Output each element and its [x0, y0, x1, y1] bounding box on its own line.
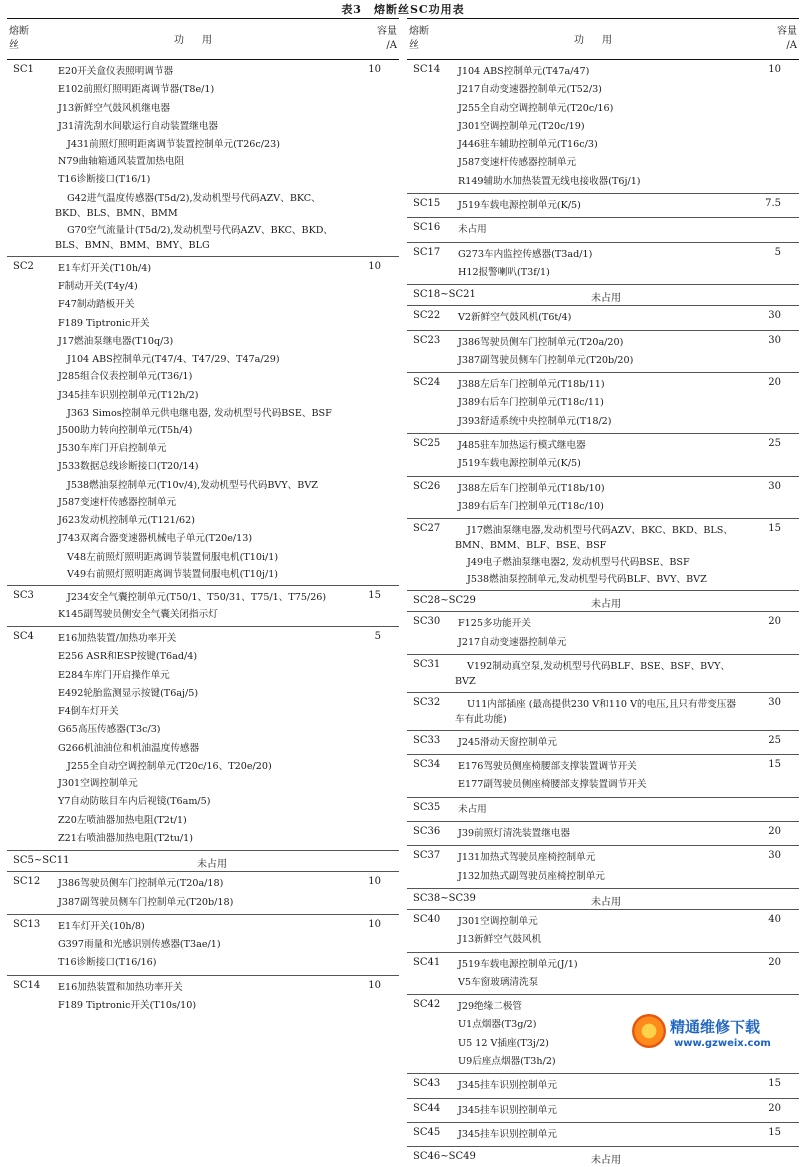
header-capacity: 容量 /A	[777, 26, 797, 51]
function-item: J431前照灯照明距离调节装置控制单元(T26c/23)	[67, 139, 280, 151]
fuse-group	[407, 285, 799, 306]
unused-label: 未占用	[591, 896, 621, 908]
function-item: J17燃油泵继电器(T10q/3)	[58, 335, 174, 347]
unused-label: 未占用	[591, 1155, 621, 1167]
function-item: U1点烟器(T3g/2)	[458, 1019, 537, 1031]
function-list	[458, 849, 737, 886]
header-capacity: 容量 /A	[377, 26, 397, 51]
fuse-capacity: 20	[768, 956, 781, 968]
function-item: 未占用	[458, 803, 487, 815]
fuse-id: SC42	[413, 999, 441, 1011]
fuse-group	[407, 434, 799, 477]
fuse-group	[407, 731, 799, 755]
watermark-text: 精通维修下载	[670, 1018, 761, 1036]
fuse-group	[407, 910, 799, 953]
fuse-capacity: 10	[368, 260, 381, 272]
function-item: J743双离合器变速器机械电子单元(T20e/13)	[58, 533, 253, 545]
fuse-capacity: 20	[768, 616, 781, 628]
fuse-group	[407, 243, 799, 286]
function-item: E20开关盒仪表照明调节器	[58, 66, 174, 77]
function-list	[458, 615, 737, 652]
function-item: E16加热装置和加热功率开关	[58, 981, 183, 993]
watermark	[632, 1010, 802, 1054]
function-item: J386驾驶员侧车门控制单元(T20a/20)	[458, 336, 624, 348]
watermark-url: www.gzweix.com	[674, 1038, 771, 1049]
fuse-group	[407, 612, 799, 655]
fuse-group	[407, 822, 799, 846]
fuse-group	[407, 655, 799, 693]
function-item: J587变速杆传感器控制单元	[58, 496, 177, 508]
fuse-id: SC15	[413, 198, 441, 210]
fuse-capacity: 10	[368, 64, 381, 75]
header-fuse: 熔断 丝	[9, 26, 29, 51]
unused-label: 未占用	[591, 293, 621, 305]
fuse-group	[407, 889, 799, 910]
fuse-group	[407, 1099, 799, 1123]
function-item: J234安全气囊控制单元(T50/1、T50/31、T75/1、T75/26)	[67, 591, 327, 603]
function-list	[458, 1077, 737, 1095]
function-item: G70空气流量计(T5d/2),发动机型号代码AZV、BKC、BKD、BLS、BMN、BMM、BMY、BLG	[55, 224, 334, 251]
fuse-id: SC45	[413, 1126, 441, 1138]
fuse-id: SC24	[413, 377, 441, 389]
function-list	[55, 63, 337, 254]
function-item: J533数据总线诊断接口(T20/14)	[58, 461, 199, 473]
table-header	[7, 19, 399, 60]
fuse-id: SC26	[413, 480, 441, 492]
header-function: 功用	[574, 35, 630, 46]
fuse-capacity: 15	[768, 1078, 781, 1090]
function-item: J132加热式副驾驶员座椅控制单元	[458, 870, 605, 882]
function-item: J13新鲜空气鼓风机继电器	[58, 102, 170, 114]
table-title: 表3 熔断丝SC功用表	[341, 3, 465, 16]
function-item: J104 ABS控制单元(T47/4、T47/29、T47a/29)	[67, 354, 280, 366]
fuse-id: SC37	[413, 850, 441, 862]
fuse-capacity: 30	[768, 480, 781, 492]
fuse-id: SC14	[413, 64, 441, 75]
function-item: F47制动踏板开关	[58, 299, 135, 311]
fuse-id: SC13	[13, 918, 41, 930]
fuse-group	[7, 976, 399, 1018]
fuse-capacity: 30	[768, 696, 781, 708]
fuse-capacity: 5	[374, 630, 381, 642]
fuse-id: SC22	[413, 310, 441, 322]
function-list	[458, 437, 737, 474]
function-item: G273车内监控传感器(T3ad/1)	[458, 248, 593, 260]
function-item: J255全自动空调控制单元(T20c/16、T20e/20)	[67, 761, 272, 773]
fuse-group	[7, 257, 399, 586]
fuse-capacity: 30	[768, 310, 781, 322]
function-item: J386驾驶员侧车门控制单元(T20a/18)	[58, 878, 224, 890]
fuse-id: SC33	[413, 734, 441, 746]
function-item: U11内部插座 (最高提供230 V和110 V的电压,且只有带变压器车有此功能)	[455, 698, 736, 725]
function-item: E284车库门开启操作单元	[58, 669, 170, 681]
function-item: J285组合仪表控制单元(T36/1)	[58, 371, 193, 383]
function-item: J31清洗刮水间歇运行自动装置继电器	[58, 120, 218, 132]
function-item: V48左前照灯照明距离调节装置伺服电机(T10i/1)	[67, 551, 279, 563]
function-item: Y7自动防眩目车内后视镜(T6am/5)	[58, 796, 211, 808]
fuse-capacity: 15	[768, 1126, 781, 1138]
fuse-group	[7, 851, 399, 872]
fuse-id: SC4	[13, 630, 34, 642]
fuse-capacity: 10	[368, 876, 381, 888]
fuse-group	[407, 331, 799, 374]
fuse-group	[407, 1074, 799, 1098]
fuse-group	[407, 591, 799, 612]
function-item: E492轮胎监测显示按键(T6aj/5)	[58, 687, 199, 699]
function-item: J538燃油泵控制单元,发动机型号代码BLF、BVY、BVZ	[467, 574, 707, 586]
fuse-capacity: 20	[768, 826, 781, 838]
function-item: G42进气温度传感器(T5d/2),发动机型号代码AZV、BKC、BKD、BLS、BMN、BMM	[55, 192, 321, 219]
fuse-id: SC35	[413, 801, 441, 813]
function-list	[458, 913, 737, 950]
function-item: V5车窗玻璃清洗泵	[458, 976, 539, 988]
function-item: J387副驾驶员侧车门控制单元(T20b/18)	[58, 896, 234, 908]
function-list	[458, 758, 737, 795]
fuse-id: SC2	[13, 260, 34, 272]
function-list	[58, 630, 337, 848]
fuse-id: SC16	[413, 222, 441, 234]
fuse-group	[407, 60, 799, 194]
function-item: T16诊断接口(T16/1)	[58, 174, 151, 186]
function-item: J104 ABS控制单元(T47a/47)	[458, 66, 590, 77]
fuse-capacity: 15	[368, 589, 381, 601]
watermark-logo-icon	[632, 1014, 666, 1048]
table-header	[407, 19, 799, 60]
fuse-id: SC46~SC49	[413, 1151, 476, 1163]
fuse-id: SC34	[413, 759, 441, 771]
function-item: J29绝缘二极管	[458, 1001, 523, 1013]
function-item: G266机油油位和机油温度传感器	[58, 742, 200, 754]
function-item: J255全自动空调控制单元(T20c/16)	[458, 102, 614, 114]
function-item: J49电子燃油泵继电器2, 发动机型号代码BSE、BSF	[467, 557, 690, 569]
fuse-group	[407, 755, 799, 798]
fuse-capacity: 7.5	[765, 198, 781, 210]
function-item: 未占用	[458, 224, 487, 236]
function-item: J217自动变速器控制单元(T52/3)	[458, 84, 602, 96]
fuse-group	[407, 846, 799, 889]
function-list	[58, 875, 337, 912]
function-list	[458, 956, 737, 993]
fuse-group	[407, 693, 799, 731]
fuse-capacity: 20	[768, 1102, 781, 1114]
function-list	[458, 1102, 737, 1120]
fuse-id: SC31	[413, 658, 441, 670]
function-list	[458, 309, 737, 327]
function-item: F189 Tiptronic开关(T10s/10)	[58, 999, 197, 1011]
function-list	[458, 221, 737, 239]
function-list	[458, 246, 737, 283]
fuse-id: SC28~SC29	[413, 595, 476, 607]
function-item: G65高压传感器(T3c/3)	[58, 724, 161, 736]
fuse-group	[407, 306, 799, 330]
function-item: J245滑动天窗控制单元	[458, 736, 557, 748]
function-item: J301空调控制单元(T20c/19)	[458, 120, 585, 132]
function-item: J39前照灯清洗装置继电器	[458, 828, 570, 840]
function-list	[58, 260, 337, 583]
left-column	[7, 18, 399, 1017]
function-item: F4倒车灯开关	[58, 706, 119, 718]
function-item: J13新鲜空气鼓风机	[458, 934, 542, 946]
fuse-id: SC17	[413, 246, 441, 258]
function-item: E176驾驶员侧座椅腰部支撑装置调节开关	[458, 761, 637, 773]
function-item: J345挂车识别控制单元(T12h/2)	[58, 389, 199, 401]
fuse-capacity: 30	[768, 850, 781, 862]
fuse-id: SC1	[13, 64, 34, 75]
function-item: J131加热式驾驶员座椅控制单元	[458, 852, 596, 864]
function-item: Z20左喷油器加热电阻(T2t/1)	[58, 814, 187, 826]
function-item: J587变速杆传感器控制单元	[458, 157, 577, 169]
function-list	[58, 979, 337, 1016]
function-item: E1车灯开关(T10h/4)	[58, 262, 152, 274]
fuse-capacity: 40	[768, 913, 781, 925]
function-item: J389右后车门控制单元(T18c/10)	[458, 500, 604, 512]
function-item: J530车库门开启控制单元	[58, 443, 167, 455]
function-item: J519车载电源控制单元(K/5)	[458, 200, 581, 212]
function-list	[458, 801, 737, 819]
fuse-id: SC36	[413, 826, 441, 838]
function-item: J389右后车门控制单元(T18c/11)	[458, 397, 604, 409]
function-item: R149辅助水加热装置无线电接收器(T6j/1)	[458, 175, 641, 187]
function-item: U5 12 V插座(T3j/2)	[458, 1037, 549, 1049]
fuse-id: SC23	[413, 334, 441, 346]
fuse-id: SC30	[413, 616, 441, 628]
fuse-id: SC14	[13, 979, 41, 991]
fuse-group	[7, 872, 399, 915]
fuse-group	[407, 798, 799, 822]
fuse-capacity: 15	[768, 523, 781, 535]
fuse-id: SC3	[13, 589, 34, 601]
function-item: E177副驾驶员侧座椅腰部支撑装置调节开关	[458, 779, 647, 791]
function-item: J519车载电源控制单元(J/1)	[458, 958, 578, 970]
fuse-id: SC38~SC39	[413, 892, 476, 904]
function-item: V49右前照灯照明距离调节装置伺服电机(T10j/1)	[67, 568, 279, 580]
fuse-group	[407, 373, 799, 434]
function-list	[458, 825, 737, 843]
fuse-id: SC43	[413, 1078, 441, 1090]
function-list	[455, 522, 737, 588]
function-list	[458, 480, 737, 517]
fuse-capacity: 20	[768, 377, 781, 389]
function-list	[458, 63, 737, 191]
function-item: Z21右喷油器加热电阻(T2tu/1)	[58, 832, 193, 844]
function-list	[58, 918, 337, 973]
fuse-group	[7, 627, 399, 851]
function-list	[458, 197, 737, 215]
function-item: J363 Simos控制单元供电继电器, 发动机型号代码BSE、BSF	[67, 407, 332, 419]
fuse-capacity: 5	[774, 246, 781, 258]
fuse-id: SC27	[413, 523, 441, 535]
fuse-id: SC44	[413, 1102, 441, 1114]
fuse-id: SC18~SC21	[413, 289, 476, 301]
function-item: E102前照灯照明距离调节器(T8e/1)	[58, 84, 215, 96]
fuse-group	[407, 953, 799, 996]
function-list	[455, 658, 737, 690]
function-item: V192制动真空泵,发动机型号代码BLF、BSE、BSF、BVY、BVZ	[455, 660, 731, 687]
function-item: J500助力转向控制单元(T5h/4)	[58, 424, 193, 436]
function-item: J388左后车门控制单元(T18b/11)	[458, 379, 605, 391]
fuse-group	[7, 586, 399, 627]
fuse-id: SC32	[413, 696, 441, 708]
fuse-id: SC41	[413, 956, 441, 968]
function-item: U9后座点烟器(T3h/2)	[458, 1055, 556, 1067]
function-item: J301空调控制单元	[458, 915, 538, 927]
header-function: 功用	[174, 35, 230, 46]
fuse-capacity: 10	[368, 918, 381, 930]
fuse-group	[407, 218, 799, 242]
function-item: F制动开关(T4y/4)	[58, 281, 138, 293]
function-item: V2新鲜空气鼓风机(T6t/4)	[458, 312, 572, 324]
function-item: K145副驾驶员侧安全气囊关闭指示灯	[58, 608, 218, 620]
fuse-id: SC12	[13, 876, 41, 888]
function-item: J388左后车门控制单元(T18b/10)	[458, 482, 605, 494]
function-item: J301空调控制单元	[58, 778, 138, 790]
function-item: H12报警喇叭(T3f/1)	[458, 266, 550, 278]
fuse-capacity: 30	[768, 334, 781, 346]
function-item: E1车灯开关(10h/8)	[58, 920, 145, 932]
fuse-capacity: 25	[768, 734, 781, 746]
fuse-id: SC25	[413, 438, 441, 450]
function-list	[458, 376, 737, 431]
fuse-id: SC40	[413, 913, 441, 925]
fuse-capacity: 25	[768, 438, 781, 450]
fuse-capacity: 10	[768, 64, 781, 75]
function-item: J17燃油泵继电器,发动机型号代码AZV、BKC、BKD、BLS、BMN、BMM、BLF、BSE、BSF	[455, 525, 733, 552]
function-item: T16诊断接口(T16/16)	[58, 957, 157, 969]
function-item: E256 ASR和ESP按键(T6ad/4)	[58, 651, 198, 663]
function-list	[458, 734, 737, 752]
unused-label: 未占用	[591, 599, 621, 611]
fuse-group	[407, 1147, 799, 1167]
function-item: J393舒适系统中央控制单元(T18/2)	[458, 415, 612, 427]
function-item: F125多功能开关	[458, 618, 531, 630]
function-item: J446驻车辅助控制单元(T16c/3)	[458, 139, 598, 151]
function-list	[58, 589, 337, 624]
function-list	[458, 334, 737, 371]
function-item: G397雨量和光感识别传感器(T3ae/1)	[58, 939, 221, 951]
function-item: J345挂车识别控制单元	[458, 1128, 557, 1140]
function-list	[458, 1126, 737, 1144]
function-list	[455, 696, 737, 728]
fuse-group	[407, 194, 799, 218]
function-item: J519车载电源控制单元(K/5)	[458, 458, 581, 470]
function-item: J538燃油泵控制单元(T10v/4),发动机型号代码BVY、BVZ	[67, 479, 318, 491]
unused-label: 未占用	[197, 859, 227, 871]
fuse-capacity: 15	[768, 759, 781, 771]
function-item: J345挂车识别控制单元	[458, 1080, 557, 1092]
function-item: J485驻车加热运行模式继电器	[458, 440, 586, 452]
fuse-capacity: 10	[368, 979, 381, 991]
fuse-group	[7, 915, 399, 976]
function-item: F189 Tiptronic开关	[58, 317, 150, 329]
right-column	[407, 18, 799, 1167]
fuse-group	[7, 60, 399, 257]
function-item: N79曲轴箱通风装置加热电阻	[58, 156, 185, 168]
fuse-group	[407, 1123, 799, 1147]
fuse-group	[407, 519, 799, 591]
function-item: J387副驾驶员侧车门控制单元(T20b/20)	[458, 354, 634, 366]
function-item: E16加热装置/加热功率开关	[58, 632, 177, 644]
header-fuse: 熔断 丝	[409, 26, 429, 51]
function-item: J217自动变速器控制单元	[458, 636, 567, 648]
function-item: J345挂车识别控制单元	[458, 1104, 557, 1116]
fuse-id: SC5~SC11	[13, 855, 70, 867]
fuse-group	[407, 477, 799, 520]
function-item: J623发动机控制单元(T121/62)	[58, 515, 195, 527]
